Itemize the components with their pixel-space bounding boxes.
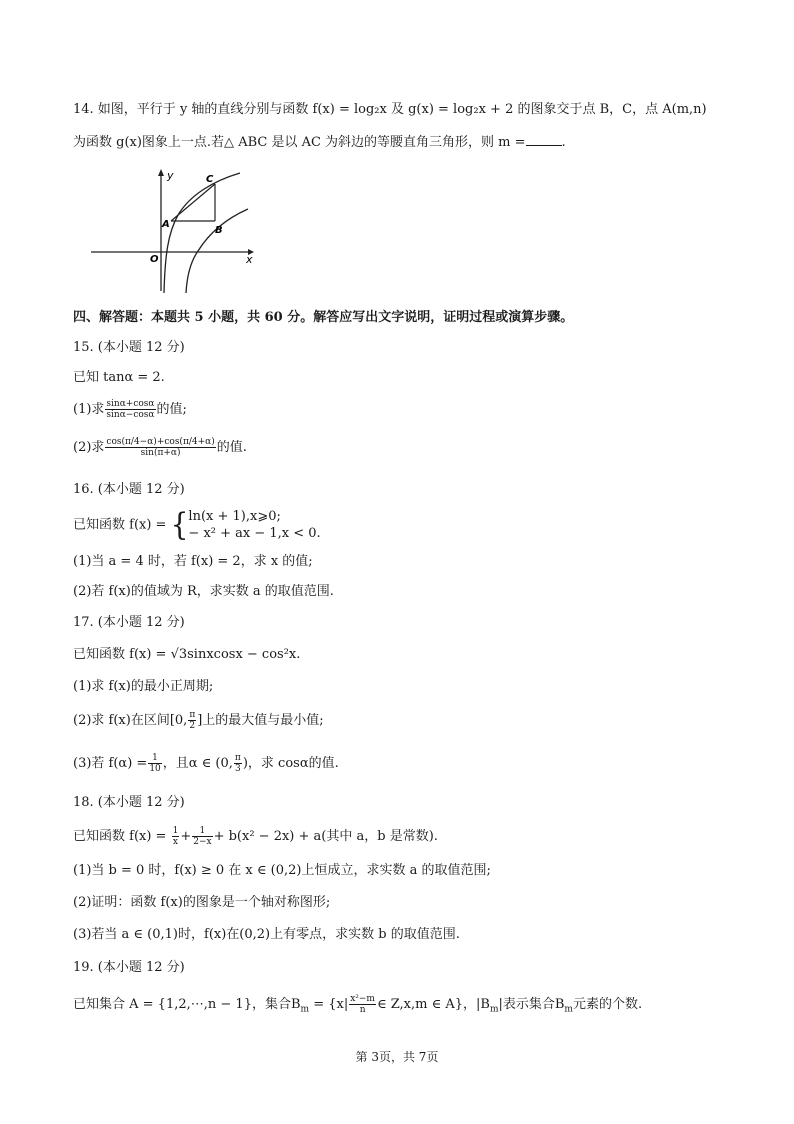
q14-line2-text: 为函数 g(x)图象上一点.若△ ABC 是以 AC 为斜边的等腰直角三角形，则 m = (73, 135, 526, 150)
q15-p1-fraction (105, 399, 155, 420)
q18-given-pre: 已知函数 f(x) = (73, 829, 167, 844)
q19-frac-num: x²−m (350, 994, 375, 1004)
section-4-header: 四、解答题：本题共 5 小题，共 60 分。解答应写出文字说明，证明过程或演算步骤。 (73, 310, 574, 325)
q18-f2-num: 1 (192, 826, 212, 837)
y-axis-arrow (158, 169, 164, 176)
label-o: O (150, 254, 159, 265)
q17-part1: (1)求 f(x)的最小正周期; (73, 679, 214, 694)
q15-p2-post: 的值. (216, 440, 247, 455)
q17-p2-num: π (189, 710, 196, 720)
q19-fraction (349, 994, 376, 1015)
q17-given: 已知函数 f(x) = √3sinxcosx − cos²x. (73, 647, 301, 662)
q15-title: 15. (本小题 12 分) (73, 340, 185, 355)
q16-part2: (2)若 f(x)的值域为 R，求实数 a 的取值范围. (73, 584, 334, 599)
q17-p2-post: ]上的最大值与最小值; (197, 713, 324, 728)
q17-p3-num: 1 (148, 753, 161, 764)
curve-f (186, 209, 248, 293)
q19-given-mid: = {x| (309, 997, 349, 1012)
q19-frac-den: n (359, 1005, 366, 1015)
label-b: B (215, 225, 223, 236)
q18-given (73, 826, 438, 847)
q17-p3-post: )，求 cosα的值. (242, 756, 339, 771)
q16-part1: (1)当 a = 4 时，若 f(x) = 2，求 x 的值; (73, 554, 313, 569)
q18-f1-num: 1 (172, 826, 179, 836)
q15-p1-den: sinα−cosα (106, 410, 155, 420)
q16-given-pre: 已知函数 f(x) = (73, 517, 167, 533)
q18-f1-den: x (172, 837, 178, 847)
q15-p1-pre: (1)求 (73, 402, 105, 417)
q15-p1-num: sinα+cosα (106, 399, 155, 409)
q15-p1-post: 的值; (156, 402, 187, 417)
q19-given (73, 994, 642, 1019)
q16-case2: − x² + ax − 1,x < 0. (188, 526, 321, 541)
q17-p3-mid: ，且α ∈ (0, (162, 756, 233, 771)
q15-p2-den: sin(π+α) (140, 448, 181, 458)
q17-p2-den: 2 (189, 721, 196, 731)
q18-part3: (3)若当 a ∈ (0,1)时，f(x)在(0,2)上有零点，求实数 b 的取值范围. (73, 927, 460, 942)
q18-title: 18. (本小题 12 分) (73, 795, 185, 810)
q18-given-post: + b(x² − 2x) + a(其中 a，b 是常数). (213, 829, 438, 844)
label-y: y (167, 169, 174, 182)
q17-p2-pre: (2)求 f(x)在区间[0, (73, 713, 188, 728)
q19-sub-m3: m (564, 1004, 573, 1015)
brace: { (170, 506, 189, 543)
label-c: C (206, 174, 214, 185)
q17-p3-fraction1 (148, 753, 161, 774)
q19-given-pre: 已知集合 A = {1,2,⋯,n − 1}，集合B (73, 997, 301, 1012)
label-a: A (162, 219, 170, 230)
q14-line2 (73, 133, 566, 152)
q19-sub-m2: m (489, 1004, 499, 1015)
q18-plus: + (180, 829, 192, 844)
answer-blank (526, 133, 562, 146)
q17-p3-fraction2 (234, 753, 242, 774)
page-number: 第 3页，共 7页 (355, 1050, 439, 1064)
q15-part2 (73, 437, 247, 458)
segment-ac (171, 184, 215, 221)
q17-title: 17. (本小题 12 分) (73, 615, 185, 630)
q19-sub-m: m (300, 1004, 310, 1015)
q17-p3-num2: π (234, 753, 241, 763)
q18-part2: (2)证明：函数 f(x)的图象是一个轴对称图形; (73, 895, 331, 910)
label-x: x (246, 253, 253, 266)
q19-given-post: ∈ Z,x,m ∈ A}，|B (376, 997, 490, 1012)
q18-fraction1 (172, 826, 180, 847)
q14-line1: 14. 如图，平行于 y 轴的直线分别与函数 f(x) = log₂x 及 g(x) = log₂x + 2 的图象交于点 B，C，点 A(m,n) (73, 102, 707, 117)
q18-fraction2 (192, 826, 212, 847)
q16-cases (188, 508, 320, 542)
q17-p3-pre: (3)若 f(α) = (73, 756, 148, 771)
q19-given-end: |表示集合B (498, 997, 565, 1012)
curve-g (164, 173, 240, 293)
q19-given-tail: 元素的个数. (572, 997, 643, 1012)
q16-given (73, 508, 321, 543)
q17-p3-den: 10 (149, 764, 161, 774)
q14-figure (88, 165, 258, 295)
q19-title: 19. (本小题 12 分) (73, 960, 185, 975)
q14-line2-end: . (561, 135, 566, 150)
q15-part1 (73, 399, 187, 420)
q15-p2-fraction (105, 437, 215, 458)
q16-title: 16. (本小题 12 分) (73, 482, 185, 497)
q17-part3 (73, 753, 339, 774)
q17-part2 (73, 710, 324, 731)
q15-given: 已知 tanα = 2. (73, 370, 165, 385)
q18-f2-den: 2−x (193, 837, 212, 847)
q15-p2-num: cos(π/4−α)+cos(π/4+α) (106, 437, 215, 447)
q18-part1: (1)当 b = 0 时，f(x) ≥ 0 在 x ∈ (0,2)上恒成立，求实数 a 的取值范围; (73, 863, 491, 878)
q15-p2-pre: (2)求 (73, 440, 105, 455)
q17-p3-den2: 3 (235, 764, 241, 774)
q17-p2-fraction (188, 710, 196, 731)
q16-case1: ln(x + 1),x⩾0; (188, 509, 281, 524)
